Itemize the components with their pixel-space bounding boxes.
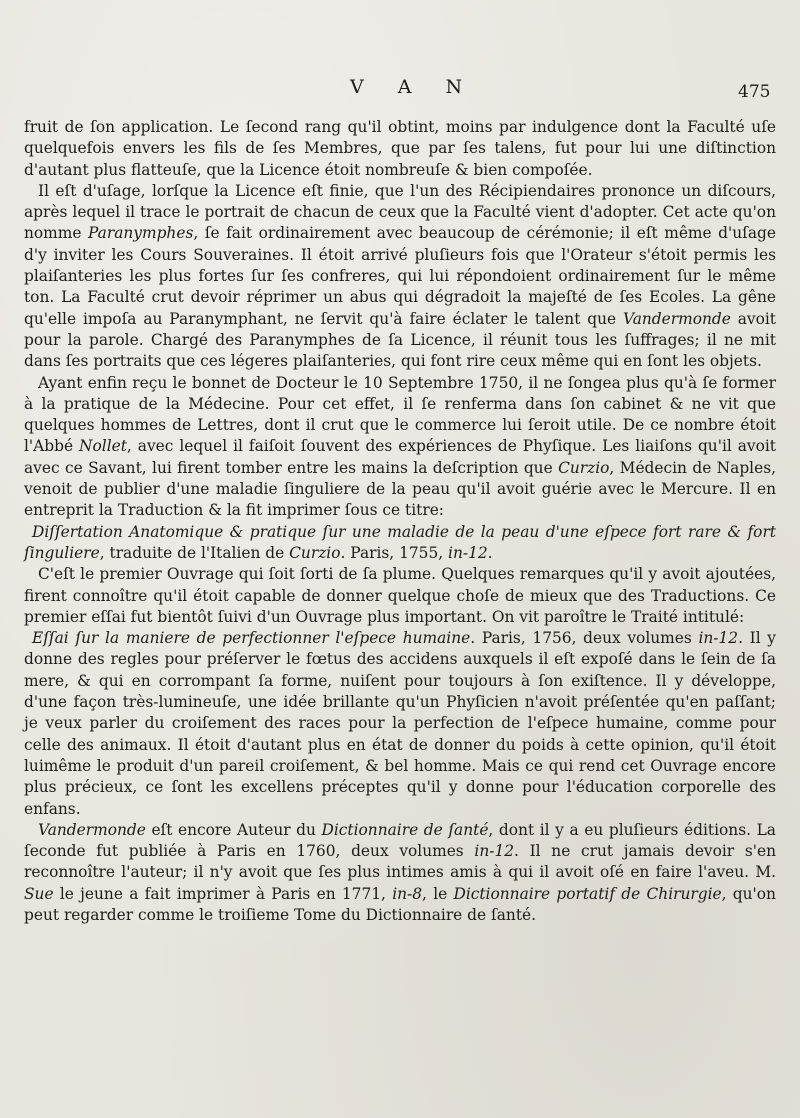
italic-text-segment: Vandermonde — [623, 309, 731, 328]
paragraph-4-book-title — [24, 522, 776, 565]
italic-text-segment: Diſſertation Anatomique & pratique ſur une maladie de la peau d'une eſpece fort rare & fort ſinguliere — [24, 522, 776, 562]
italic-text-segment: Curzio — [558, 458, 610, 477]
text-segment: avoit pour la parole. Chargé des Paranymphes de ſa Licence, il réunit tous les ſuffrages; il ne mit dans ſes portraits que ces légeres plaiſanteries, qui font rire ceux même qui en ſont les objets. — [24, 309, 776, 371]
text-segment: fruit de ſon application. Le ſecond rang qu'il obtint, moins par indulgence dont la Faculté uſe quelquefois envers les fils de ſes Membres, que par ſes talens, fut pour lui une diſtinction d'autant plus flatteuſe, que la Licence étoit nombreuſe & bien compoſée. — [24, 118, 776, 179]
paragraph-5 — [24, 564, 776, 628]
italic-text-segment: Dictionnaire portatif de Chirurgie — [453, 884, 722, 903]
italic-text-segment: Sue — [24, 884, 54, 903]
text-segment: Il eſt d'uſage, lorſque la Licence eſt finie, que l'un des Récipiendaires prononce un diſcours, après lequel il trace le portrait de chacun de ceux que la Faculté vient d'adopter. Cet acte qu'on nomme — [24, 181, 776, 243]
paragraph-2 — [24, 181, 776, 373]
text-segment: , avec lequel il faiſoit ſouvent des expériences de Phyſique. Les liaiſons qu'il avoit avec ce Savant, lui firent tomber entre les mains la deſcription que — [24, 437, 776, 477]
text-segment: . Il ne crut jamais devoir s'en reconnoître l'auteur; il n'y avoit que ſes plus intimes amis à qui il avoit oſé en faire l'aveu. M. — [24, 842, 776, 882]
italic-text-segment: Eſſai ſur la maniere de perfectionner l'eſpece humaine — [32, 629, 471, 648]
text-segment: . Il y donne des regles pour préſerver le fœtus des accidens auxquels il eſt expoſé dans le ſein de ſa mere, & qui en corrompant ſa forme, nuiſent pour toujours à ſon exiſtence. Il y développe, d'une façon très-lumineuſe, une idée brillante qu'un Phyſicien n'avoit préſentée qu'en paſſant; je veux parler du croiſement des races pour la perfection de l'eſpece humaine, comme pour celle des animaux. Il étoit d'autant plus en état de donner du poids à cette opinion, qu'il étoit luimême le produit d'un pareil croiſement, & bel homme. Mais ce qui rend cet Ouvrage encore plus précieux, ce ſont les excellens préceptes qu'il y donne pour l'éducation corporelle des enfans. — [24, 629, 777, 818]
italic-text-segment: Vandermonde — [38, 820, 146, 839]
italic-text-segment: Paranymphes — [88, 224, 194, 243]
text-segment: eſt encore Auteur du — [145, 820, 322, 839]
italic-text-segment: Curzio — [289, 543, 341, 562]
running-head: V A N — [350, 76, 477, 98]
text-segment: le jeune a fait imprimer à Paris en 1771, — [53, 884, 393, 903]
italic-text-segment: in-12 — [474, 842, 515, 861]
italic-text-segment: Nollet — [79, 437, 127, 456]
paragraph-7 — [24, 820, 776, 926]
paragraph-3 — [24, 373, 776, 522]
italic-text-segment: in-8 — [392, 884, 423, 903]
page-number: 475 — [738, 82, 771, 102]
page-header — [0, 76, 800, 106]
text-segment: , Médecin de Naples, venoit de publier d'une maladie ſinguliere de la peau qu'il avoit guérie avec le Mercure. Il en entreprit la Traduction & la fit imprimer ſous ce titre: — [24, 458, 776, 520]
text-segment: . — [487, 543, 493, 562]
text-segment: . Paris, 1756, deux volumes — [470, 629, 699, 648]
text-segment: C'eſt le premier Ouvrage qui ſoit ſorti de ſa plume. Quelques remarques qu'il y avoit ajoutées, firent connoître qu'il étoit capable de donner quelque choſe de mieux que des Traductions. Ce premier eſſai fut bientôt ſuivi d'un Ouvrage plus important. On vit paroître le Traité intitulé: — [24, 565, 776, 626]
italic-text-segment: in-12 — [698, 629, 739, 648]
text-segment: , ſe fait ordinairement avec beaucoup de cérémonie; il eſt même d'uſage d'y inviter les Cours Souveraines. Il étoit arrivé pluſieurs fois que l'Orateur s'étoit permis les plaiſanteries les plus fortes ſur ſes confreres, qui lui répondoient ordinairement ſur le même ton. La Faculté crut devoir réprimer un abus qui dégradoit la majeſté de ſes Ecoles. La gêne qu'elle impoſa au Paranymphant, ne ſervit qu'à faire éclater le talent que — [24, 224, 776, 328]
italic-text-segment: Dictionnaire de ſanté — [321, 820, 489, 839]
text-segment: , qu'on peut regarder comme le troiſieme Tome du Dictionnaire de ſanté. — [24, 884, 776, 924]
text-segment: , traduite de l'Italien de — [99, 543, 290, 562]
text-segment: Ayant enfin reçu le bonnet de Docteur le 10 Septembre 1750, il ne ſongea plus qu'à ſe former à la pratique de la Médecine. Pour cet effet, il ſe renferma dans ſon cabinet & ne vit que quelques hommes de Lettres, dont il crut que le commerce lui ſeroit utile. De ce nombre étoit l'Abbé — [24, 373, 776, 456]
text-segment: , dont il y a eu pluſieurs éditions. La ſeconde fut publiée à Paris en 1760, deux volumes — [24, 820, 776, 861]
italic-text-segment: in-12 — [448, 543, 488, 562]
paragraph-6-book-title — [24, 628, 776, 820]
text-segment: . Paris, 1755, — [340, 543, 449, 562]
paragraph-1 — [24, 117, 776, 181]
text-segment: , le — [422, 884, 454, 903]
body-text — [24, 117, 776, 926]
